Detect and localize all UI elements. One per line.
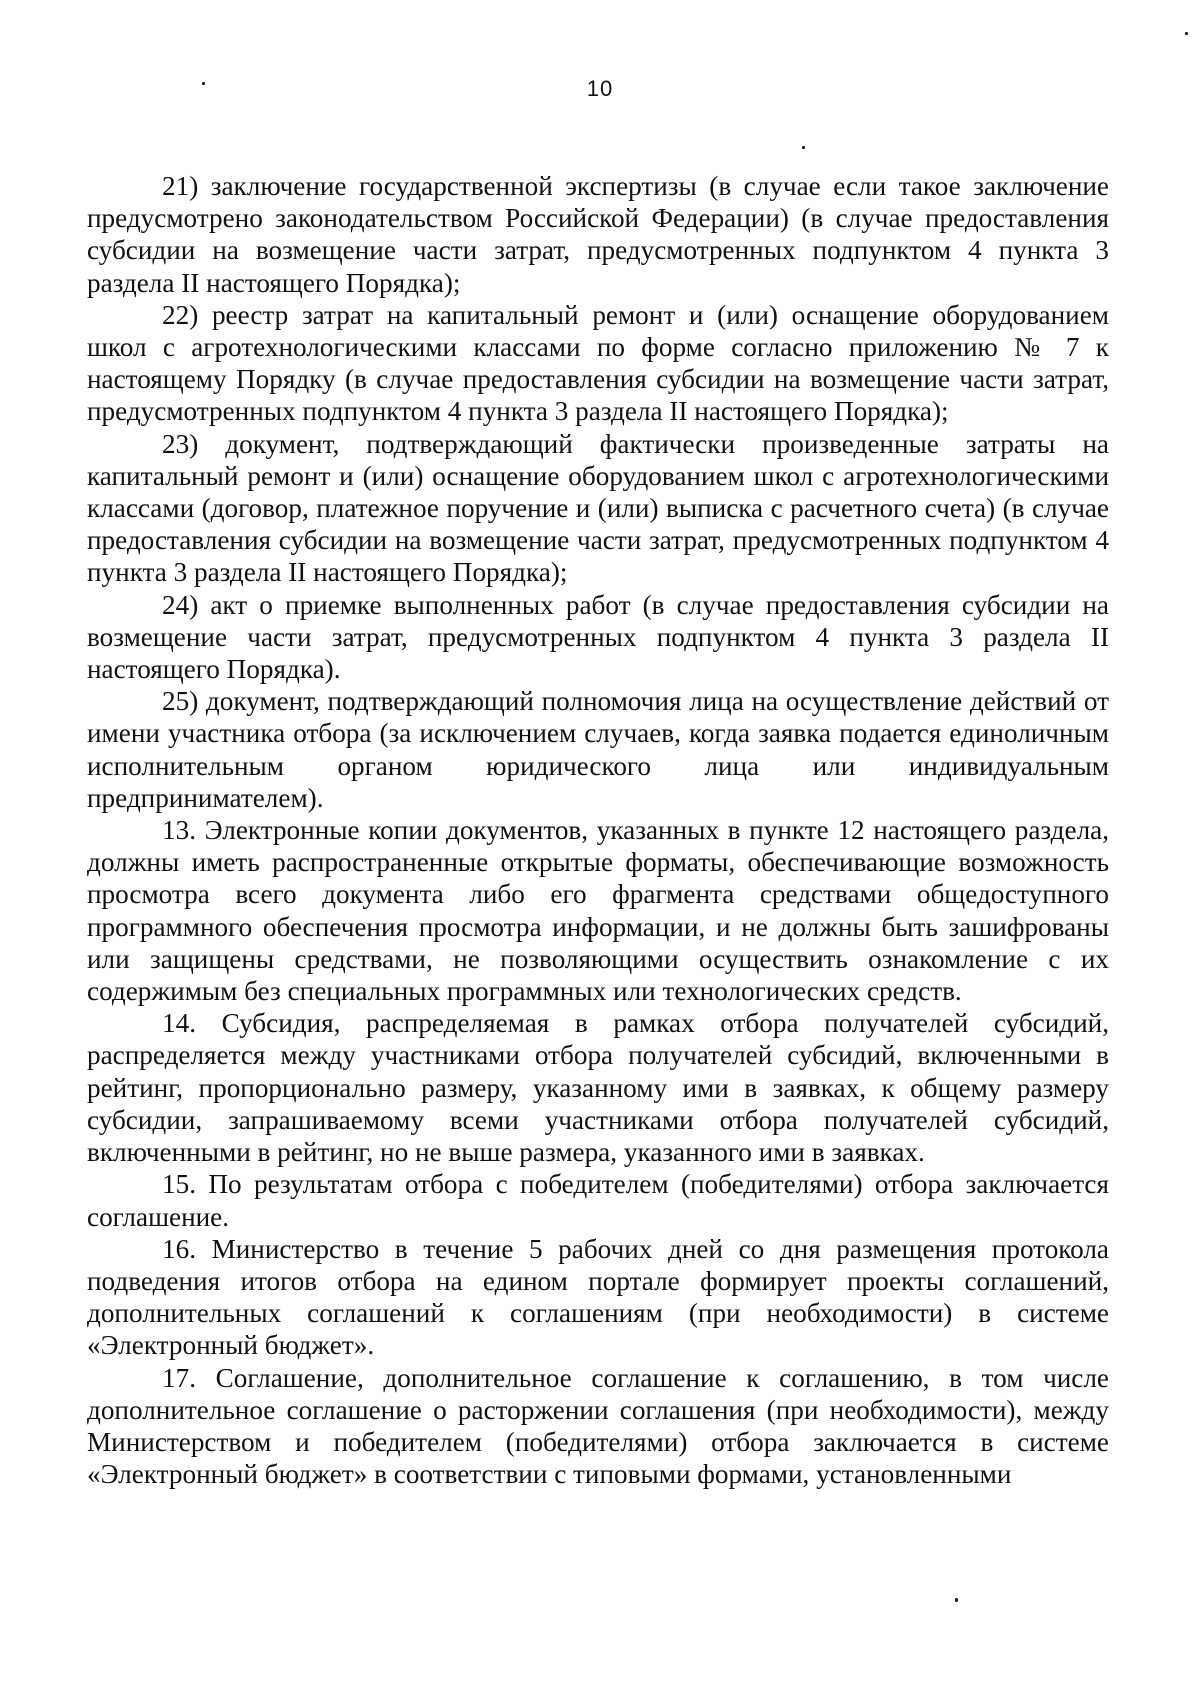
paragraph-item-21: 21) заключение государственной экспертизы (в случае если такое заключение предусмотрено законодательством Российской Федерации) (в случае предоставления субсидии на возмещение части затрат, предусмотренных подпунктом 4 пункта 3 раздела II настоящего Порядка);	[87, 171, 1109, 298]
paragraph-clause-17: 17. Соглашение, дополнительное соглашение к соглашению, в том числе дополнительное соглашение о расторжении соглашения (при необходимости), между Министерством и победителем (победителями) отбора заключается в системе «Электронный бюджет» в соответствии с типовыми формами, установленными	[87, 1362, 1109, 1490]
scan-speck	[955, 1598, 958, 1602]
scan-speck	[1185, 32, 1188, 35]
paragraph-item-25: 25) документ, подтверждающий полномочия лица на осуществление действий от имени участника отбора (за исключением случаев, когда заявка подается единоличным исполнительным органом юридического лица или индивидуальным предпринимателем).	[87, 686, 1109, 813]
paragraph-clause-16: 16. Министерство в течение 5 рабочих дней со дня размещения протокола подведения итогов отбора на едином портале формирует проекты соглашений, дополнительных соглашений к соглашениям (при необходимости) в системе «Электронный бюджет».	[87, 1233, 1109, 1361]
scan-speck	[202, 82, 205, 85]
paragraph-clause-13: 13. Электронные копии документов, указанных в пункте 12 настоящего раздела, должны иметь распространенные открытые форматы, обеспечивающие возможность просмотра всего документа либо его фрагмента средствами общедоступного программного обеспечения просмотра информации, и не должны быть зашифрованы или защищены средствами, не позволяющими осуществить ознакомление с их содержимым без специальных программных или технологических средств.	[87, 815, 1109, 1007]
paragraph-clause-15: 15. По результатам отбора с победителем (победителями) отбора заключается соглашение.	[87, 1169, 1109, 1232]
scan-speck	[802, 146, 805, 149]
paragraph-clause-14: 14. Субсидия, распределяемая в рамках отбора получателей субсидий, распределяется между участниками отбора получателей субсидий, включенными в рейтинг, пропорционально размеру, указанному ими в заявках, к общему размеру субсидии, запрашиваемому всеми участниками отбора получателей субсидий, включенными в рейтинг, но не выше размера, указанного ими в заявках.	[87, 1008, 1109, 1168]
document-body	[87, 170, 1109, 1490]
paragraph-item-23: 23) документ, подтверждающий фактически произведенные затраты на капитальный ремонт и (или) оснащение оборудованием школ с агротехнологическими классами (договор, платежное поручение и (или) выписка с расчетного счета) (в случае предоставления субсидии на возмещение части затрат, предусмотренных подпунктом 4 пункта 3 раздела II настоящего Порядка);	[87, 428, 1109, 588]
paragraph-item-24: 24) акт о приемке выполненных работ (в случае предоставления субсидии на возмещение части затрат, предусмотренных подпунктом 4 пункта 3 раздела II настоящего Порядка).	[87, 589, 1109, 685]
page-number: 10	[586, 76, 614, 101]
paragraph-item-22: 22) реестр затрат на капитальный ремонт и (или) оснащение оборудованием школ с агротехнологическими классами по форме согласно приложению № 7 к настоящему Порядку (в случае предоставления субсидии на возмещение части затрат, предусмотренных подпунктом 4 пункта 3 раздела II настоящего Порядка);	[87, 299, 1109, 427]
